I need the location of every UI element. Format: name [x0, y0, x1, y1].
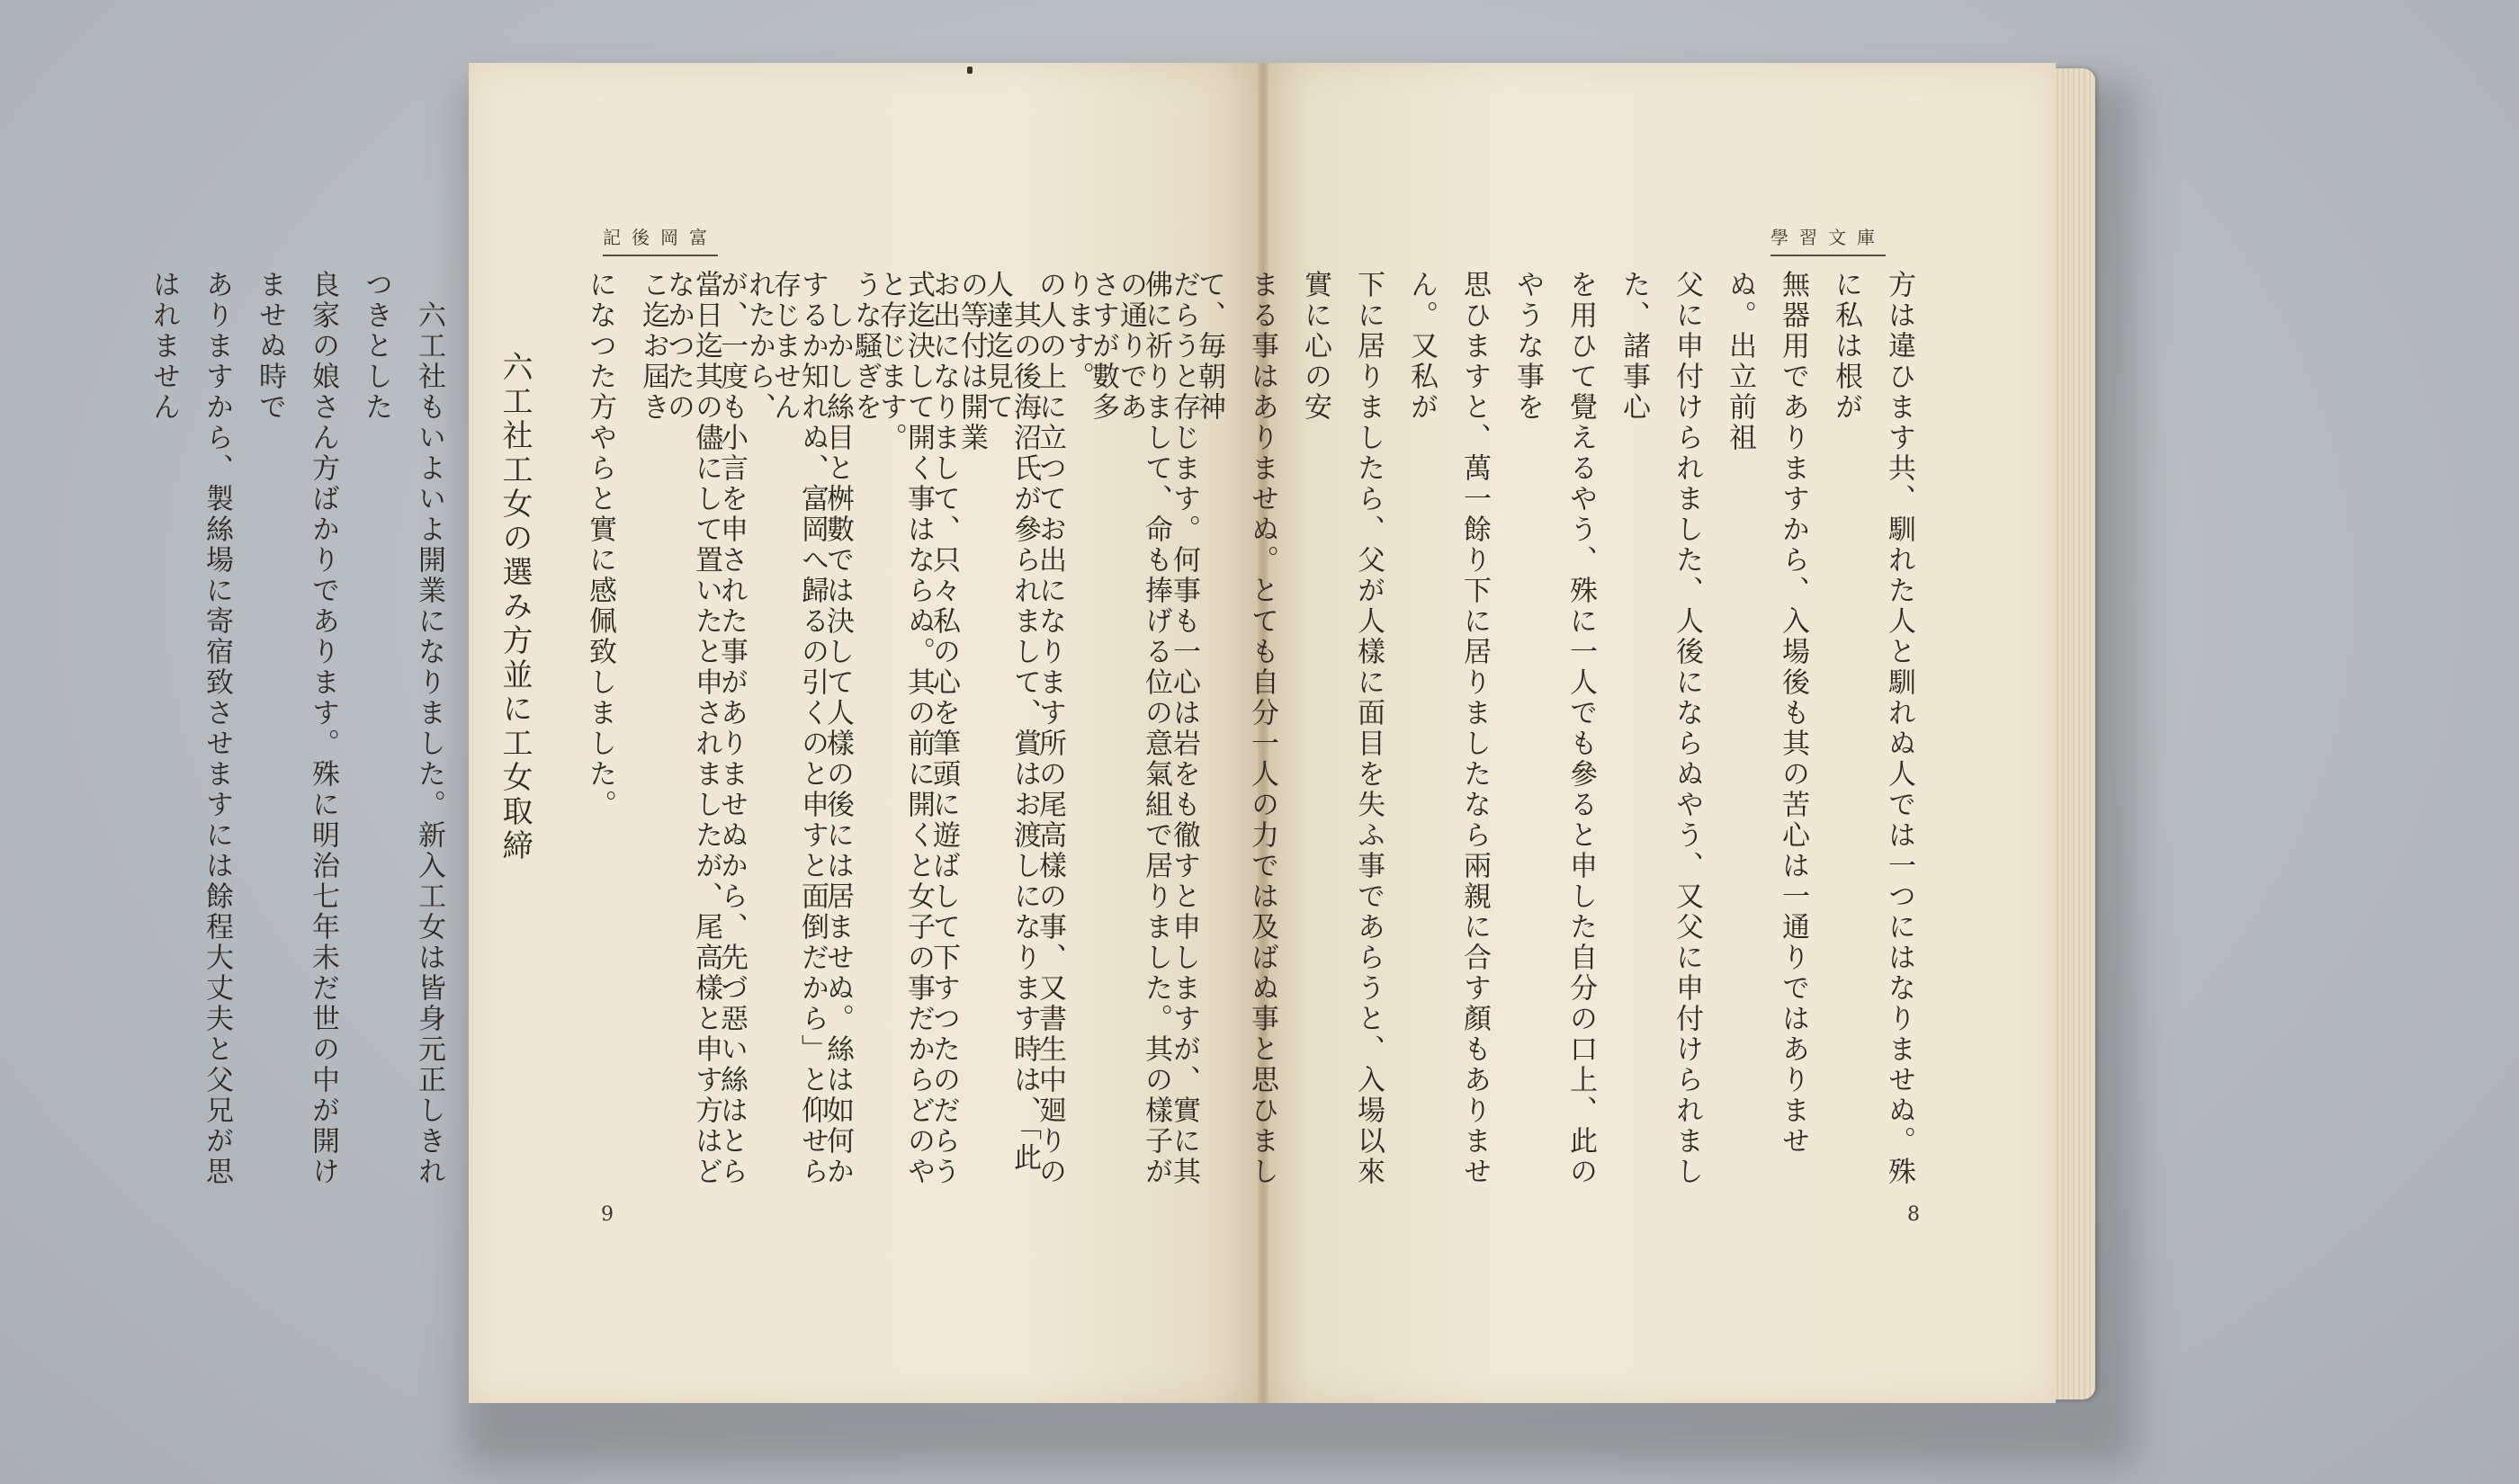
text-column: お出になりまして、只々私の心を筆頭に遊ばして下すつたのだらうと存じます。 [874, 270, 960, 1187]
text-column: だらうと存じます。何事も一心は岩をも徹すと申しますが、實に其の通りであ [1115, 270, 1200, 1187]
text-column: の人の上に立つてお出になります所の尾高樣の事、又書生中廻りの人達迄見て [981, 270, 1066, 1187]
right-page-number: 8 [1907, 1203, 1920, 1226]
text-column: ります。 [1062, 270, 1094, 392]
binding-mark [967, 67, 973, 74]
left-running-head: 記後岡富 [603, 223, 718, 256]
text-column: 父に申付けられました、人後にならぬやう、又父に申付けられました、諸事心 [1618, 270, 1703, 1187]
section-heading: 六工社工女の選み方並に工女取締 [497, 351, 533, 863]
text-column: ありますから、製絲場に寄宿致させますには餘程大丈夫と父兄が思はれません [148, 270, 233, 1187]
text-column: 思ひますと、萬一餘り下に居りましたなら兩親に合す顏もありません。又私が [1405, 270, 1491, 1187]
text-column: 其の後海沼氏が參られまして、賞はお渡しになります時は、「此の等付は開業 [955, 270, 1041, 1174]
left-page-text [148, 270, 1210, 1187]
text-column: 佛に祈りまして、命も捧げる位の意氣組で居りました。其の樣子がさすが數多 [1087, 270, 1172, 1187]
text-column: 無器用でありますから、入場後も其の苦心は一通りではありませぬ。出立前祖 [1724, 270, 1809, 1157]
text-column: しかし絲目と桝數では決して人樣の後には居ませぬ。絲は如何か存じません [768, 270, 854, 1187]
text-column: を用ひて覺えるやう、殊に一人でも參ると申した自分の口上、此のやうな事を [1511, 270, 1597, 1187]
text-column: するか知れぬ、富岡へ歸るの引くのと申すと面倒だから」と仰せられたから、 [743, 270, 829, 1187]
right-running-head: 學習文庫 [1770, 223, 1886, 256]
text-column: が、一度も小言を申された事がありませぬから、先づ惡い絲はとらなかつたの [662, 270, 748, 1187]
text-column: 六工社もいよいよ開業になりました。新入工女は皆身元正しきれつきとした [360, 270, 445, 1187]
text-column: 式迄決して開く事はならぬ。其の前に開くと女子の事だからどのやうな騒ぎを [849, 270, 935, 1187]
page-edges [2054, 68, 2095, 1399]
text-column: 良家の娘さん方ばかりであります。殊に明治七年未だ世の中が開けませぬ時で [254, 270, 339, 1187]
text-column: まる事はありませぬ。とても自分一人の力では及ばぬ事と思ひまして、毎朝神 [1193, 270, 1278, 1187]
text-column: 下に居りましたら、父が人樣に面目を失ふ事であらうと、入場以來實に心の安 [1299, 270, 1385, 1187]
left-page-number: 9 [601, 1203, 614, 1226]
text-column: になつた方やらと實に感佩致しました。 [584, 270, 616, 820]
text-column: 方は違ひます共、馴れた人と馴れぬ人では一つにはなりませぬ。殊に私は根が [1830, 270, 1915, 1187]
text-column: 當日迄其の儘にして置いたと申されましたが、尾高樣と申す方はどこ迄お屆き [637, 270, 722, 1187]
